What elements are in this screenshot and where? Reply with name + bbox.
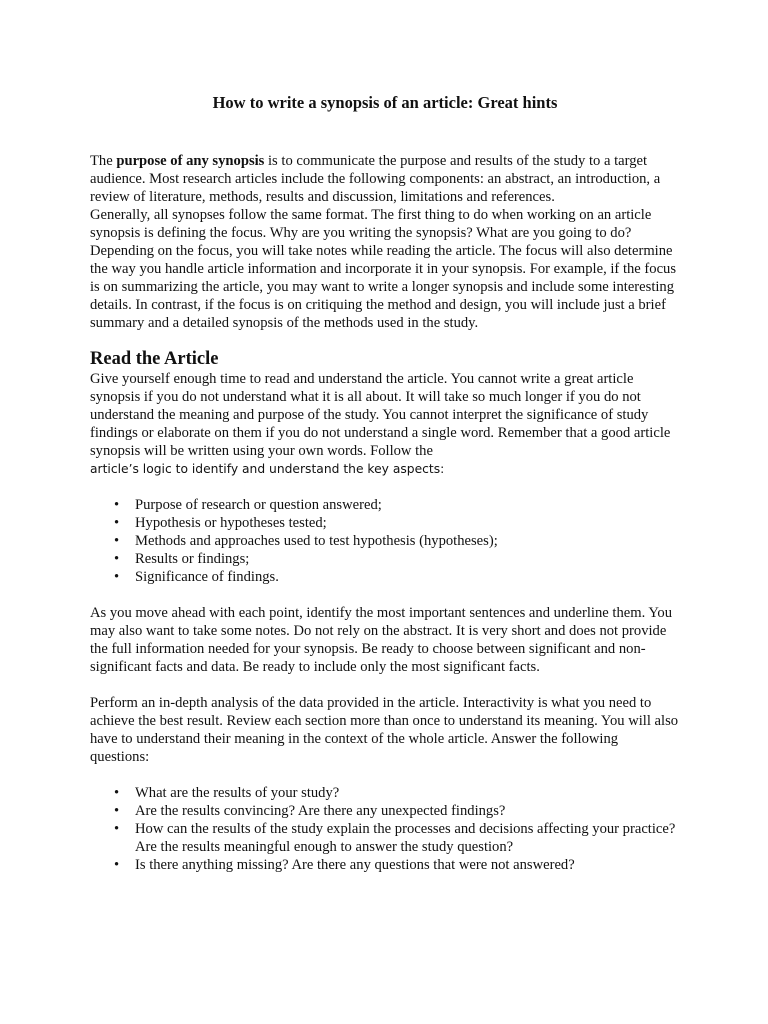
document-page — [90, 92, 680, 874]
bullet-icon: • — [114, 515, 120, 531]
spacer — [90, 766, 680, 784]
intro-lead: The — [90, 153, 117, 169]
list-item-text: Hypothesis or hypotheses tested; — [135, 515, 327, 531]
bullet-icon: • — [114, 533, 120, 549]
list-item-text: Purpose of research or question answered; — [135, 497, 382, 513]
list-item — [90, 802, 680, 820]
list-item-text: Methods and approaches used to test hypothesis (hypotheses); — [135, 533, 498, 549]
bullet-icon: • — [114, 785, 120, 801]
list-item-text: How can the results of the study explain the processes and decisions affecting your practice? Are the results meaningful enough to answer the study question? — [135, 821, 676, 855]
list-item — [90, 514, 680, 532]
read-paragraph-text: Give yourself enough time to read and understand the article. You cannot write a great article synopsis if you do not understand what it is all about. It will take so much longer if you do not understand the meaning and purpose of the study. You cannot interpret the significance of study findings or elaborate on them if you do not understand a single word. Remember that a good article synopsis will be written using your own words. Follow the — [90, 371, 671, 459]
bullet-icon: • — [114, 497, 120, 513]
spacer — [90, 478, 680, 496]
list-item — [90, 550, 680, 568]
key-aspects-list — [90, 496, 680, 586]
list-item — [90, 856, 680, 874]
underline-paragraph: As you move ahead with each point, identify the most important sentences and underline them. You may also want to take some notes. Do not rely on the abstract. It is very short and does not provide the full information needed for your synopsis. Be ready to choose between significant and non-significant facts and data. Be ready to include only the most significant facts. — [90, 605, 673, 675]
bullet-icon: • — [114, 821, 120, 837]
analysis-paragraph: Perform an in-depth analysis of the data provided in the article. Interactivity is what you need to achieve the best result. Review each section more than once to understand its meaning. You will also have to understand their meaning in the context of the whole article. Answer the following questions: — [90, 695, 679, 765]
list-item — [90, 784, 680, 802]
bullet-icon: • — [114, 857, 120, 873]
read-paragraph-tail: article’s logic to identify and understand the key aspects: — [90, 462, 445, 476]
list-item — [90, 532, 680, 550]
bullet-icon: • — [114, 551, 120, 567]
questions-list — [90, 784, 680, 874]
bullet-icon: • — [114, 803, 120, 819]
list-item — [90, 496, 680, 514]
intro-rest: is to communicate the purpose and results of the study to a target audience. Most research articles include the following components: an abstract, an introduction, a review of literature, methods, results and discussion, limitations and references. — [90, 153, 661, 205]
spacer — [90, 676, 680, 694]
list-item-text: Significance of findings. — [135, 569, 279, 585]
list-item-text: Are the results convincing? Are there any unexpected findings? — [135, 803, 506, 819]
bullet-icon: • — [114, 569, 120, 585]
list-item-text: Is there anything missing? Are there any questions that were not answered? — [135, 857, 575, 873]
list-item — [90, 568, 680, 586]
list-item-text: Results or findings; — [135, 551, 250, 567]
list-item — [90, 820, 680, 856]
read-paragraph — [90, 370, 680, 478]
list-item-text: What are the results of your study? — [135, 785, 340, 801]
section-heading: Read the Article — [90, 349, 219, 369]
spacer — [90, 586, 680, 604]
intro-paragraph — [90, 152, 680, 206]
format-paragraph: Generally, all synopses follow the same format. The first thing to do when working on an article synopsis is defining the focus. Why are you writing the synopsis? What are you going to do? Depending on the focus, you will take notes while reading the article. The focus will also determine the way you handle article information and incorporate it in your synopsis. For example, if the focus is on summarizing the article, you may want to write a longer synopsis and include some interesting details. In contrast, if the focus is on critiquing the method and design, you will include just a brief summary and a detailed synopsis of the methods used in the study. — [90, 207, 677, 331]
document-title: How to write a synopsis of an article: Great hints — [212, 93, 558, 112]
intro-bold-phrase: purpose of any synopsis — [116, 153, 265, 169]
